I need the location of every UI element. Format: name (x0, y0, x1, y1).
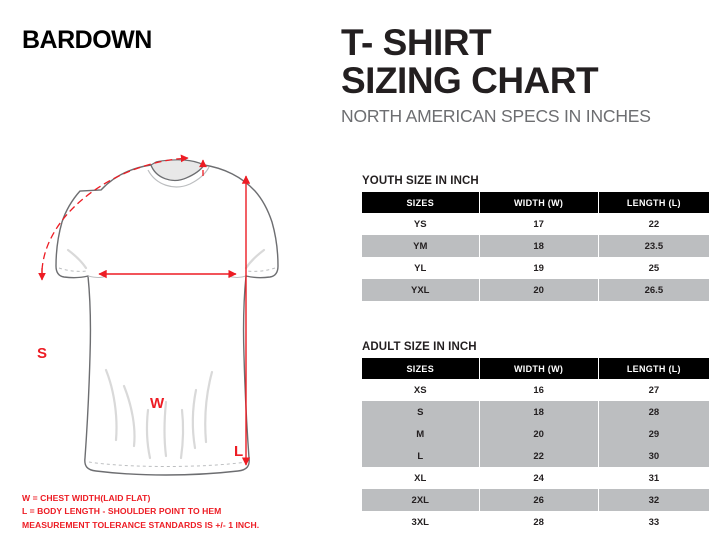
column-header-length: LENGTH (L) (598, 192, 709, 213)
label-length: L (234, 443, 244, 460)
cell-width: 28 (479, 511, 598, 533)
title-line-1: T- SHIRT (341, 22, 492, 63)
adult-size-table-block (362, 341, 709, 533)
cell-length: 28 (598, 401, 709, 423)
cell-length: 32 (598, 489, 709, 511)
cell-width: 20 (479, 423, 598, 445)
youth-table-caption: YOUTH SIZE IN INCH (362, 175, 479, 187)
cell-size: S (362, 401, 479, 423)
table-row (362, 511, 709, 533)
cell-size: 2XL (362, 489, 479, 511)
youth-size-table (362, 192, 709, 301)
measurement-notes (22, 492, 259, 532)
label-width: W (150, 395, 165, 412)
adult-size-table (362, 358, 709, 533)
cell-width: 16 (479, 379, 598, 401)
table-row (362, 213, 709, 235)
cell-size: M (362, 423, 479, 445)
cell-size: YS (362, 213, 479, 235)
brand-logo: BARDOWN (22, 26, 152, 54)
label-shoulder: S (37, 345, 48, 362)
column-header-width: WIDTH (W) (479, 192, 598, 213)
cell-width: 22 (479, 445, 598, 467)
cell-size: YXL (362, 279, 479, 301)
cell-width: 17 (479, 213, 598, 235)
shirt-body-outline (56, 160, 278, 475)
cell-size: 3XL (362, 511, 479, 533)
table-row (362, 445, 709, 467)
column-header-width: WIDTH (W) (479, 358, 598, 379)
table-row (362, 379, 709, 401)
table-row (362, 423, 709, 445)
table-row (362, 489, 709, 511)
cell-size: YL (362, 257, 479, 279)
cell-length: 31 (598, 467, 709, 489)
cell-length: 23.5 (598, 235, 709, 257)
cell-size: YM (362, 235, 479, 257)
cell-size: XL (362, 467, 479, 489)
cell-length: 25 (598, 257, 709, 279)
note-line-1: W = CHEST WIDTH(LAID FLAT) (22, 493, 151, 503)
title-line-2: SIZING CHART (341, 60, 599, 102)
note-line-3: MEASUREMENT TOLERANCE STANDARDS IS +/- 1 INCH. (22, 519, 260, 530)
cell-width: 18 (479, 235, 598, 257)
cell-width: 18 (479, 401, 598, 423)
cell-length: 27 (598, 379, 709, 401)
cell-width: 20 (479, 279, 598, 301)
table-row (362, 401, 709, 423)
cell-length: 30 (598, 445, 709, 467)
table-header-row (362, 358, 709, 379)
table-row (362, 235, 709, 257)
column-header-sizes: SIZES (362, 358, 479, 379)
table-row (362, 257, 709, 279)
column-header-length: LENGTH (L) (598, 358, 709, 379)
cell-width: 24 (479, 467, 598, 489)
page-title (341, 24, 707, 127)
cell-length: 33 (598, 511, 709, 533)
column-header-sizes: SIZES (362, 192, 479, 213)
cell-length: 29 (598, 423, 709, 445)
cell-size: XS (362, 379, 479, 401)
tshirt-illustration (6, 140, 326, 480)
cell-length: 26.5 (598, 279, 709, 301)
page-subtitle: NORTH AMERICAN SPECS IN INCHES (341, 106, 651, 127)
table-row (362, 279, 709, 301)
adult-table-caption: ADULT SIZE IN INCH (362, 341, 477, 353)
cell-width: 19 (479, 257, 598, 279)
tshirt-diagram-svg (6, 140, 326, 480)
table-row (362, 467, 709, 489)
note-line-2: L = BODY LENGTH - SHOULDER POINT TO HEM (22, 506, 222, 517)
cell-width: 26 (479, 489, 598, 511)
cell-length: 22 (598, 213, 709, 235)
cell-size: L (362, 445, 479, 467)
table-header-row (362, 192, 709, 213)
youth-size-table-block (362, 175, 709, 301)
